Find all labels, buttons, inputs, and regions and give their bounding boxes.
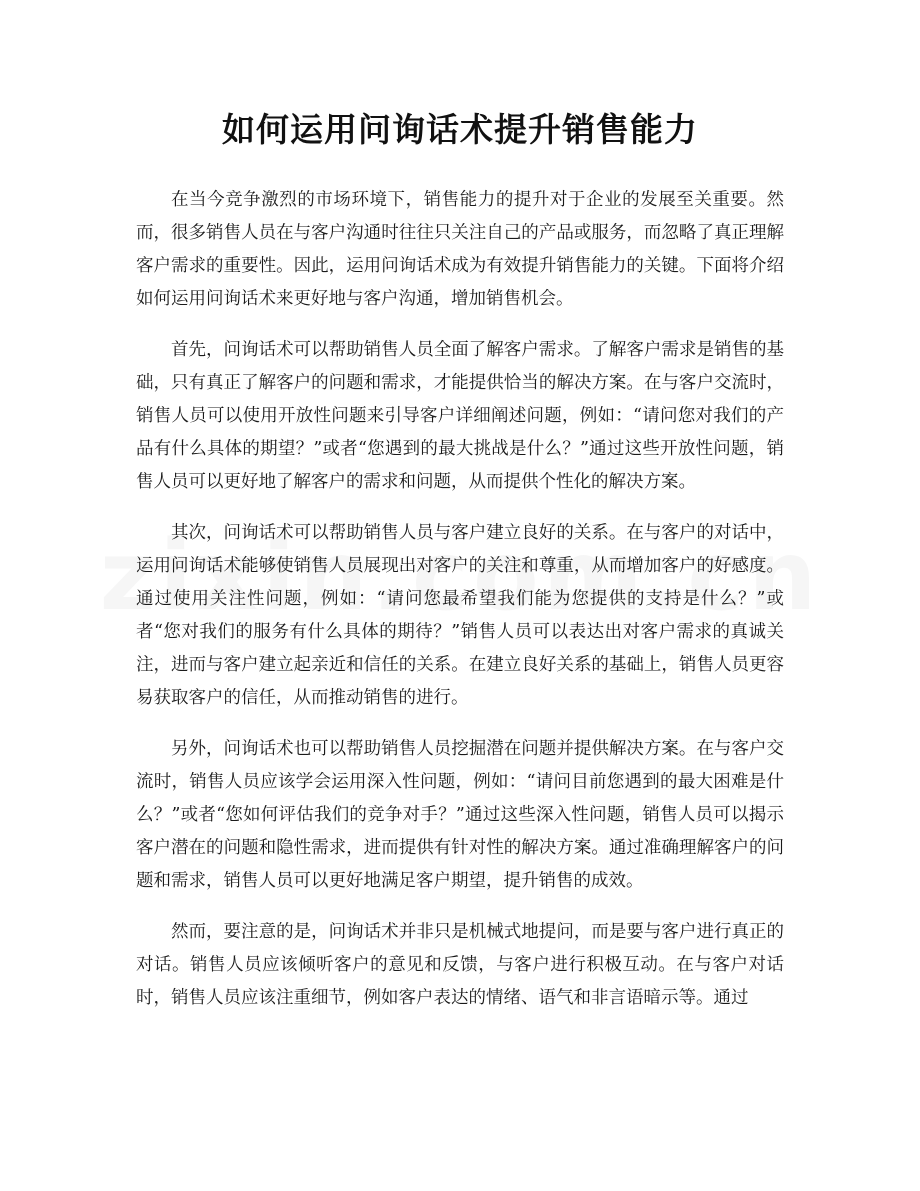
paragraph: 首先，问询话术可以帮助销售人员全面了解客户需求。了解客户需求是销售的基础，只有真正了解客户的问题和需求，才能提供恰当的解决方案。在与客户交流时，销售人员可以使用开放性问题来引导客户详细阐述问题，例如：“请问您对我们的产品有什么具体的期望？”或者“您遇到的最大挑战是什么？”通过这些开放性问题，销售人员可以更好地了解客户的需求和问题，从而提供个性化的解决方案。	[136, 340, 784, 492]
document-title: 如何运用问询话术提升销售能力	[222, 110, 698, 149]
paragraph: 另外，问询话术也可以帮助销售人员挖掘潜在问题并提供解决方案。在与客户交流时，销售人员应该学会运用深入性问题，例如：“请问目前您遇到的最大困难是什么？”或者“您如何评估我们的竞争对手？”通过这些深入性问题，销售人员可以揭示客户潜在的问题和隐性需求，进而提供有针对性的解决方案。通过准确理解客户的问题和需求，销售人员可以更好地满足客户期望，提升销售的成效。	[136, 739, 784, 891]
document-body	[136, 184, 784, 1033]
paragraph: 然而，要注意的是，问询话术并非只是机械式地提问，而是要与客户进行真正的对话。销售人员应该倾听客户的意见和反馈，与客户进行积极互动。在与客户对话时，销售人员应该注重细节，例如客户表达的情绪、语气和非言语暗示等。通过	[136, 922, 784, 1008]
paragraph: 其次，问询话术可以帮助销售人员与客户建立良好的关系。在与客户的对话中，运用问询话术能够使销售人员展现出对客户的关注和尊重，从而增加客户的好感度。通过使用关注性问题，例如：“请问您最希望我们能为您提供的支持是什么？”或者“您对我们的服务有什么具体的期待？”销售人员可以表达出对客户需求的真诚关注，进而与客户建立起亲近和信任的关系。在建立良好关系的基础上，销售人员更容易获取客户的信任，从而推动销售的进行。	[136, 523, 784, 708]
paragraph: 在当今竞争激烈的市场环境下，销售能力的提升对于企业的发展至关重要。然而，很多销售人员在与客户沟通时往往只关注自己的产品或服务，而忽略了真正理解客户需求的重要性。因此，运用问询话术成为有效提升销售能力的关键。下面将介绍如何运用问询话术来更好地与客户沟通，增加销售机会。	[136, 190, 784, 309]
